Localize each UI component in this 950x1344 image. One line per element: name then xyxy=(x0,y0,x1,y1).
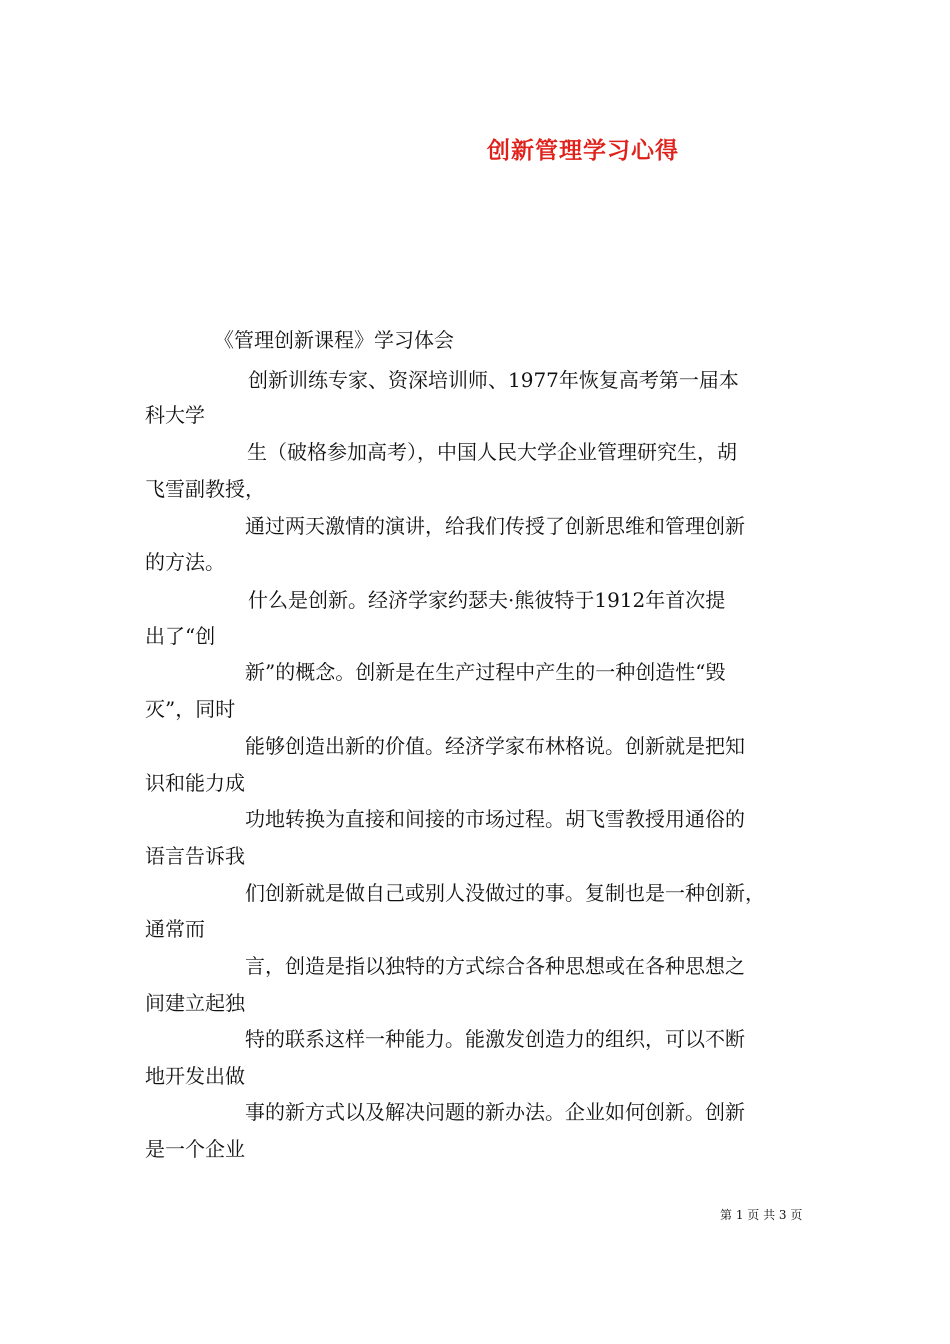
text-line: 们创新就是做自己或别人没做过的事。复制也是一种创新， xyxy=(245,881,765,905)
text-line: 生（破格参加高考），中国人民大学企业管理研究生，胡 xyxy=(247,440,737,464)
text-line: 识和能力成 xyxy=(145,771,245,795)
text-line: 出了“创 xyxy=(145,624,216,648)
text-line: 特的联系这样一种能力。能激发创造力的组织，可以不断 xyxy=(245,1027,745,1051)
text-line: 语言告诉我 xyxy=(145,844,245,868)
text-line: 言，创造是指以独特的方式综合各种思想或在各种思想之 xyxy=(245,954,745,978)
text-line: 通常而 xyxy=(145,917,205,941)
text-line: 灭”，同时 xyxy=(145,697,236,721)
text-line: 事的新方式以及解决问题的新办法。企业如何创新。创新 xyxy=(245,1100,745,1124)
text-line: 科大学 xyxy=(145,403,205,427)
text-line: 创新训练专家、资深培训师、1977年恢复高考第一届本 xyxy=(248,368,739,392)
text-line: 通过两天激情的演讲，给我们传授了创新思维和管理创新 xyxy=(245,514,745,538)
text-line: 新”的概念。创新是在生产过程中产生的一种创造性“毁 xyxy=(245,660,726,684)
text-line: 的方法。 xyxy=(145,550,225,574)
text-line: 地开发出做 xyxy=(145,1064,245,1088)
text-line: 是一个企业 xyxy=(145,1137,245,1161)
text-line: 功地转换为直接和间接的市场过程。胡飞雪教授用通俗的 xyxy=(245,807,745,831)
text-line: 间建立起独 xyxy=(145,991,245,1015)
page-footer: 第 1 页 共 3 页 xyxy=(720,1208,803,1222)
text-line: 能够创造出新的价值。经济学家布林格说。创新就是把知 xyxy=(245,734,745,758)
text-line: 《管理创新课程》学习体会 xyxy=(214,328,454,352)
text-line: 什么是创新。经济学家约瑟夫·熊彼特于1912年首次提 xyxy=(248,588,726,612)
text-line: 飞雪副教授， xyxy=(145,477,265,501)
document-title: 创新管理学习心得 xyxy=(487,137,679,164)
